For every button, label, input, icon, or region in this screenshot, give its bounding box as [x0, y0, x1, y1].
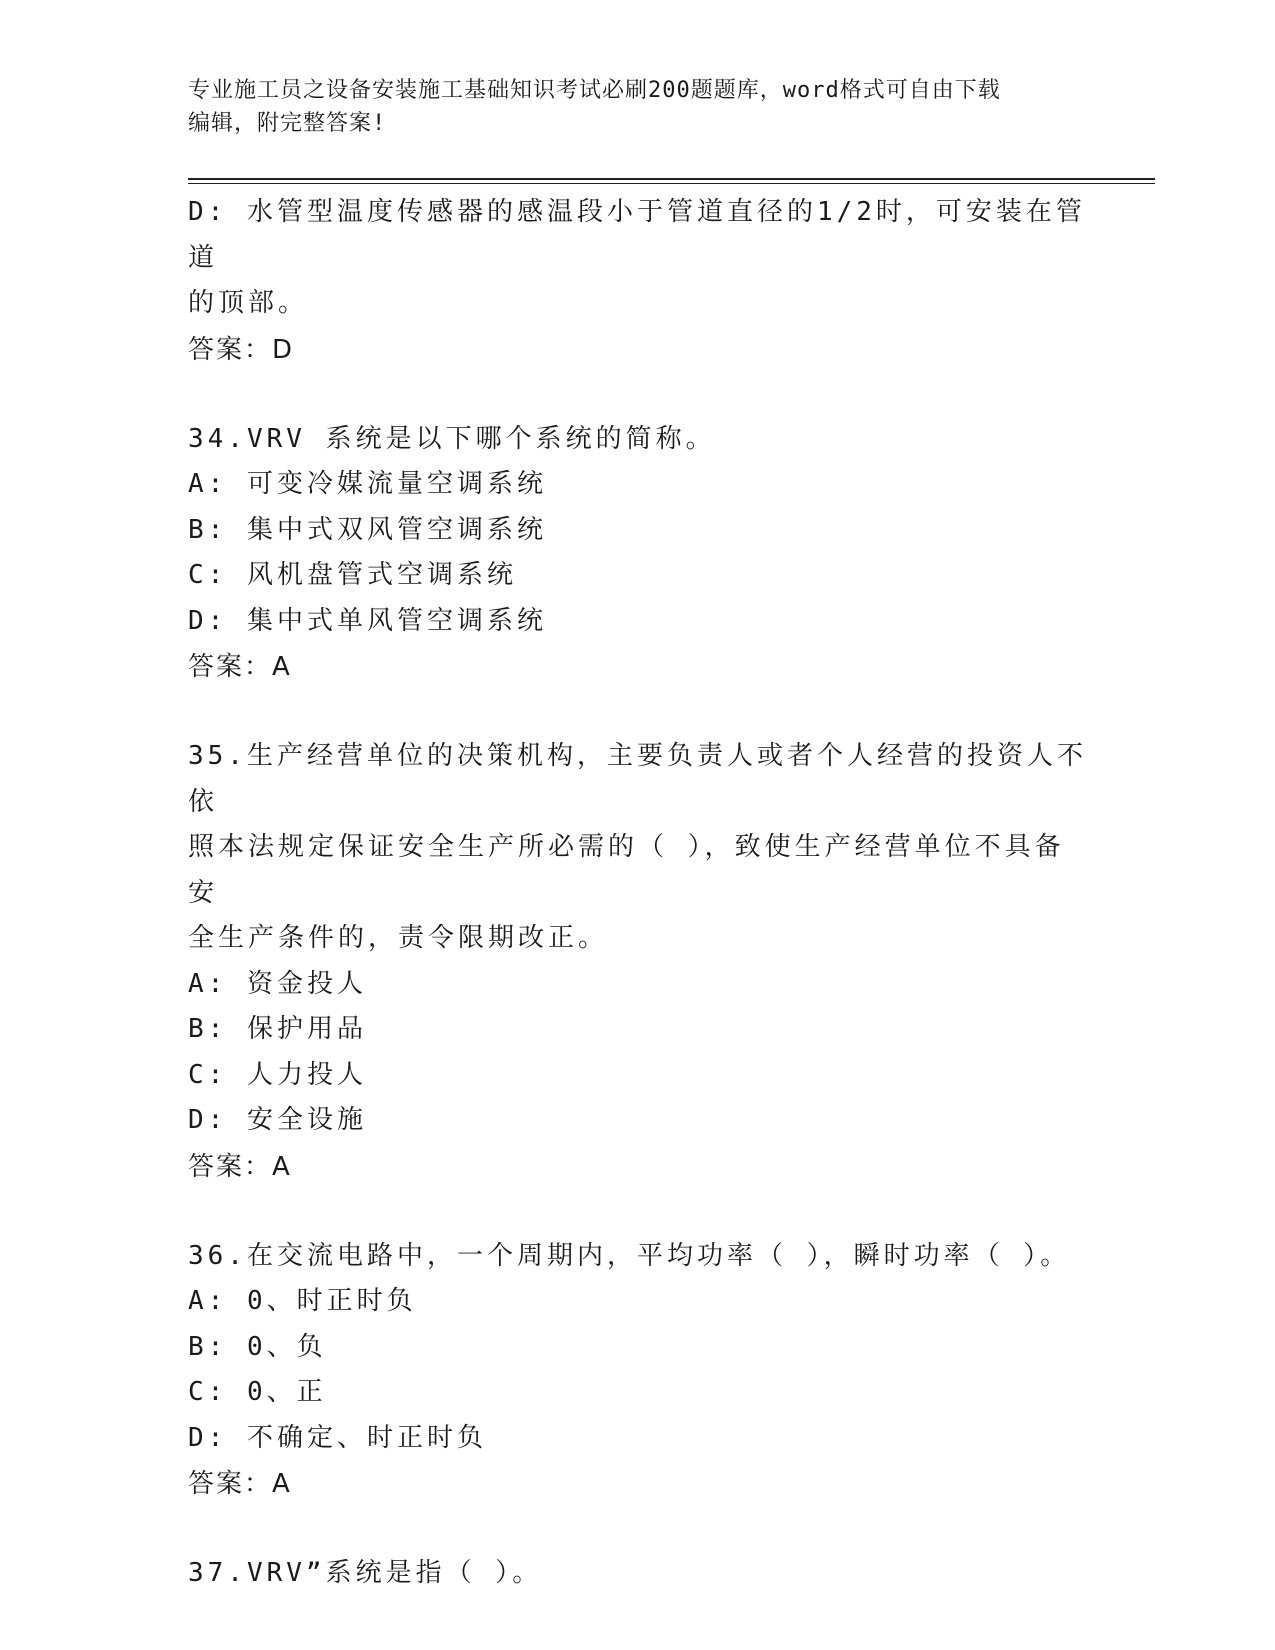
question-stem: 35.生产经营单位的决策机构，主要负责人或者个人经营的投资人不依 — [188, 741, 1087, 817]
question-block-34 — [188, 417, 1088, 691]
answer: 答案：D — [188, 334, 295, 365]
question-stem-continued: 全生产条件的，责令限期改正。 — [188, 923, 609, 953]
option-d: D: 安全设施 — [188, 1105, 367, 1135]
question-block-37 — [188, 1551, 1088, 1597]
header-divider-thin — [188, 183, 1155, 184]
question-stem: 34.VRV 系统是以下哪个系统的简称。 — [188, 423, 716, 454]
option-b: B: 集中式双风管空调系统 — [188, 514, 547, 545]
question-stem: 36.在交流电路中，一个周期内，平均功率（ ），瞬时功率（ ）。 — [188, 1240, 1071, 1271]
question-block-35 — [188, 734, 1088, 1190]
option-d: D: 水管型温度传感器的感温段小于管道直径的1/2时，可安装在管道 — [188, 197, 1086, 273]
answer: 答案：A — [188, 1151, 292, 1182]
option-c: C: 风机盘管式空调系统 — [188, 560, 517, 590]
option-d-continued: 的顶部。 — [188, 288, 309, 318]
question-block-33 — [188, 190, 1088, 373]
answer: 答案：A — [188, 652, 292, 682]
header-line-1: 专业施工员之设备安装施工基础知识考试必刷200题题库，word格式可自由下载 — [188, 78, 1001, 103]
header-line-2: 编辑，附完整答案! — [188, 111, 387, 136]
question-block-36 — [188, 1234, 1088, 1508]
answer: 答案：A — [188, 1469, 292, 1499]
question-stem: 37.VRV”系统是指（ ）。 — [188, 1558, 543, 1588]
header-divider-thick — [188, 178, 1155, 180]
option-b: B: 保护用品 — [188, 1014, 367, 1044]
question-stem-continued: 照本法规定保证安全生产所必需的（ ），致使生产经营单位不具备安 — [188, 832, 1065, 908]
option-a: A: 资金投人 — [188, 968, 367, 999]
option-b: B: 0、负 — [188, 1331, 327, 1362]
option-c: C: 人力投人 — [188, 1059, 367, 1090]
option-d: D: 集中式单风管空调系统 — [188, 605, 547, 636]
document-body — [188, 190, 1088, 1597]
option-d: D: 不确定、时正时负 — [188, 1422, 487, 1453]
option-a: A: 0、时正时负 — [188, 1286, 417, 1316]
option-c: C: 0、正 — [188, 1377, 327, 1407]
document-header — [188, 74, 1088, 140]
option-a: A: 可变冷媒流量空调系统 — [188, 469, 547, 499]
